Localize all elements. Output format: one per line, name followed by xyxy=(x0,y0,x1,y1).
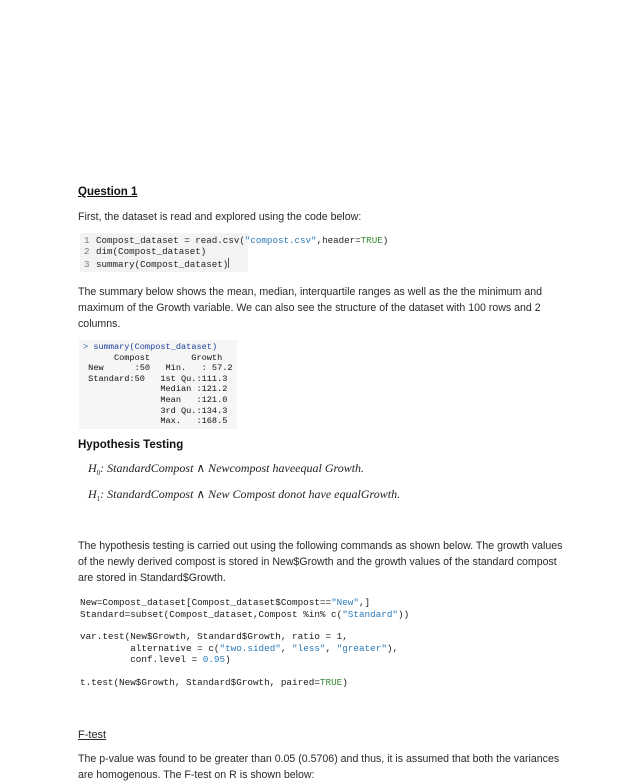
code-string: "Standard" xyxy=(342,608,399,620)
code-string: "New" xyxy=(331,597,359,608)
code-editor-block xyxy=(80,233,389,272)
code-line-2 xyxy=(84,246,244,257)
console-output-line: New :50 Min. : 57.2 xyxy=(83,363,243,374)
h0-subscript: 0 xyxy=(96,469,101,477)
console-command-line xyxy=(83,342,233,353)
code-line-1 xyxy=(84,235,389,246)
h1-symbol: H xyxy=(88,487,97,501)
console-output-line: 3rd Qu.:134.3 xyxy=(83,405,238,416)
testing-paragraph: The hypothesis testing is carried out using the following commands as shown below. The growth values of the newly derived compost is stored in New$Growth and the growth values of the standard compost are stored in Standard$Growth. xyxy=(78,540,563,584)
r-console-output xyxy=(79,340,249,429)
code-text: t.test(New$Growth, Standard$Growth, paired= xyxy=(80,677,320,688)
question-1-heading: Question 1 xyxy=(78,186,138,198)
code-text: ) xyxy=(342,677,348,688)
code-text: , xyxy=(325,642,337,654)
hypothesis-h1 xyxy=(88,487,400,503)
code-text: , xyxy=(280,642,293,654)
f-test-heading: F-test xyxy=(78,729,107,741)
console-output-line: Mean :121.0 xyxy=(83,394,238,405)
line-number: 1 xyxy=(84,235,90,246)
summary-paragraph: The summary below shows the mean, median, interquartile ranges as well as the the minimum and maximum of the Growth variable. We can also see the structure of the dataset with 100 rows and 2 columns. xyxy=(78,286,542,330)
code-line-3 xyxy=(84,258,244,270)
code-string: "less" xyxy=(292,642,326,654)
console-command: summary(Compost_dataset) xyxy=(93,342,218,352)
code-text: Compost_dataset = read.csv( xyxy=(96,235,245,246)
code-keyword: TRUE xyxy=(360,235,383,246)
code-text: summary(Compost_dataset) xyxy=(96,258,229,270)
code-text: ) xyxy=(382,235,389,246)
code-string: "greater" xyxy=(336,642,387,654)
code-text: dim(Compost_dataset) xyxy=(96,246,207,258)
code-text: var.test(New$Growth, Standard$Growth, ratio = 1, xyxy=(80,631,348,642)
console-output-line: Standard:50 1st Qu.:111.3 xyxy=(83,373,238,384)
code-text: alternative = c( xyxy=(80,642,220,654)
var-test-code xyxy=(80,631,398,666)
code-text: New=Compost_dataset[Compost_dataset$Compost== xyxy=(80,597,332,608)
r-code-block xyxy=(80,597,409,620)
console-output-line: Max. :168.5 xyxy=(83,416,238,427)
h1-subscript: 1 xyxy=(96,495,101,503)
code-text: ,header= xyxy=(316,235,361,246)
code-text: conf.level = xyxy=(80,654,203,666)
intro-paragraph: First, the dataset is read and explored using the code below: xyxy=(78,211,362,223)
h0-statement: : StandardCompost ∧ Newcompost haveequal Growth. xyxy=(100,461,365,475)
h1-statement: : StandardCompost ∧ New Compost donot have equalGrowth. xyxy=(100,487,401,501)
h0-symbol: H xyxy=(88,461,97,475)
hypothesis-heading: Hypothesis Testing xyxy=(78,439,184,451)
console-output-line: Median :121.2 xyxy=(83,384,238,395)
text-cursor xyxy=(228,258,229,268)
code-string: "compost.csv" xyxy=(244,235,317,246)
code-number: 0.95 xyxy=(202,654,226,666)
code-text: ) xyxy=(225,654,231,666)
line-number: 2 xyxy=(84,246,90,258)
console-output-line: Compost Growth xyxy=(83,352,249,363)
code-text: )) xyxy=(398,608,410,620)
code-string: "two.sided" xyxy=(219,642,281,654)
f-test-paragraph: The p-value was found to be greater than 0.05 (0.5706) and thus, it is assumed that both the variances are homogenous. The F-test on R is shown below: xyxy=(78,753,560,781)
code-keyword: TRUE xyxy=(319,677,343,688)
console-prompt: > xyxy=(83,342,89,352)
hypothesis-h0 xyxy=(88,461,364,477)
code-text: ), xyxy=(386,642,399,654)
line-number: 3 xyxy=(84,258,90,270)
code-text: Standard=subset(Compost_dataset,Compost %in% c( xyxy=(80,608,343,620)
code-text: ,] xyxy=(358,597,371,608)
t-test-code xyxy=(80,677,348,689)
